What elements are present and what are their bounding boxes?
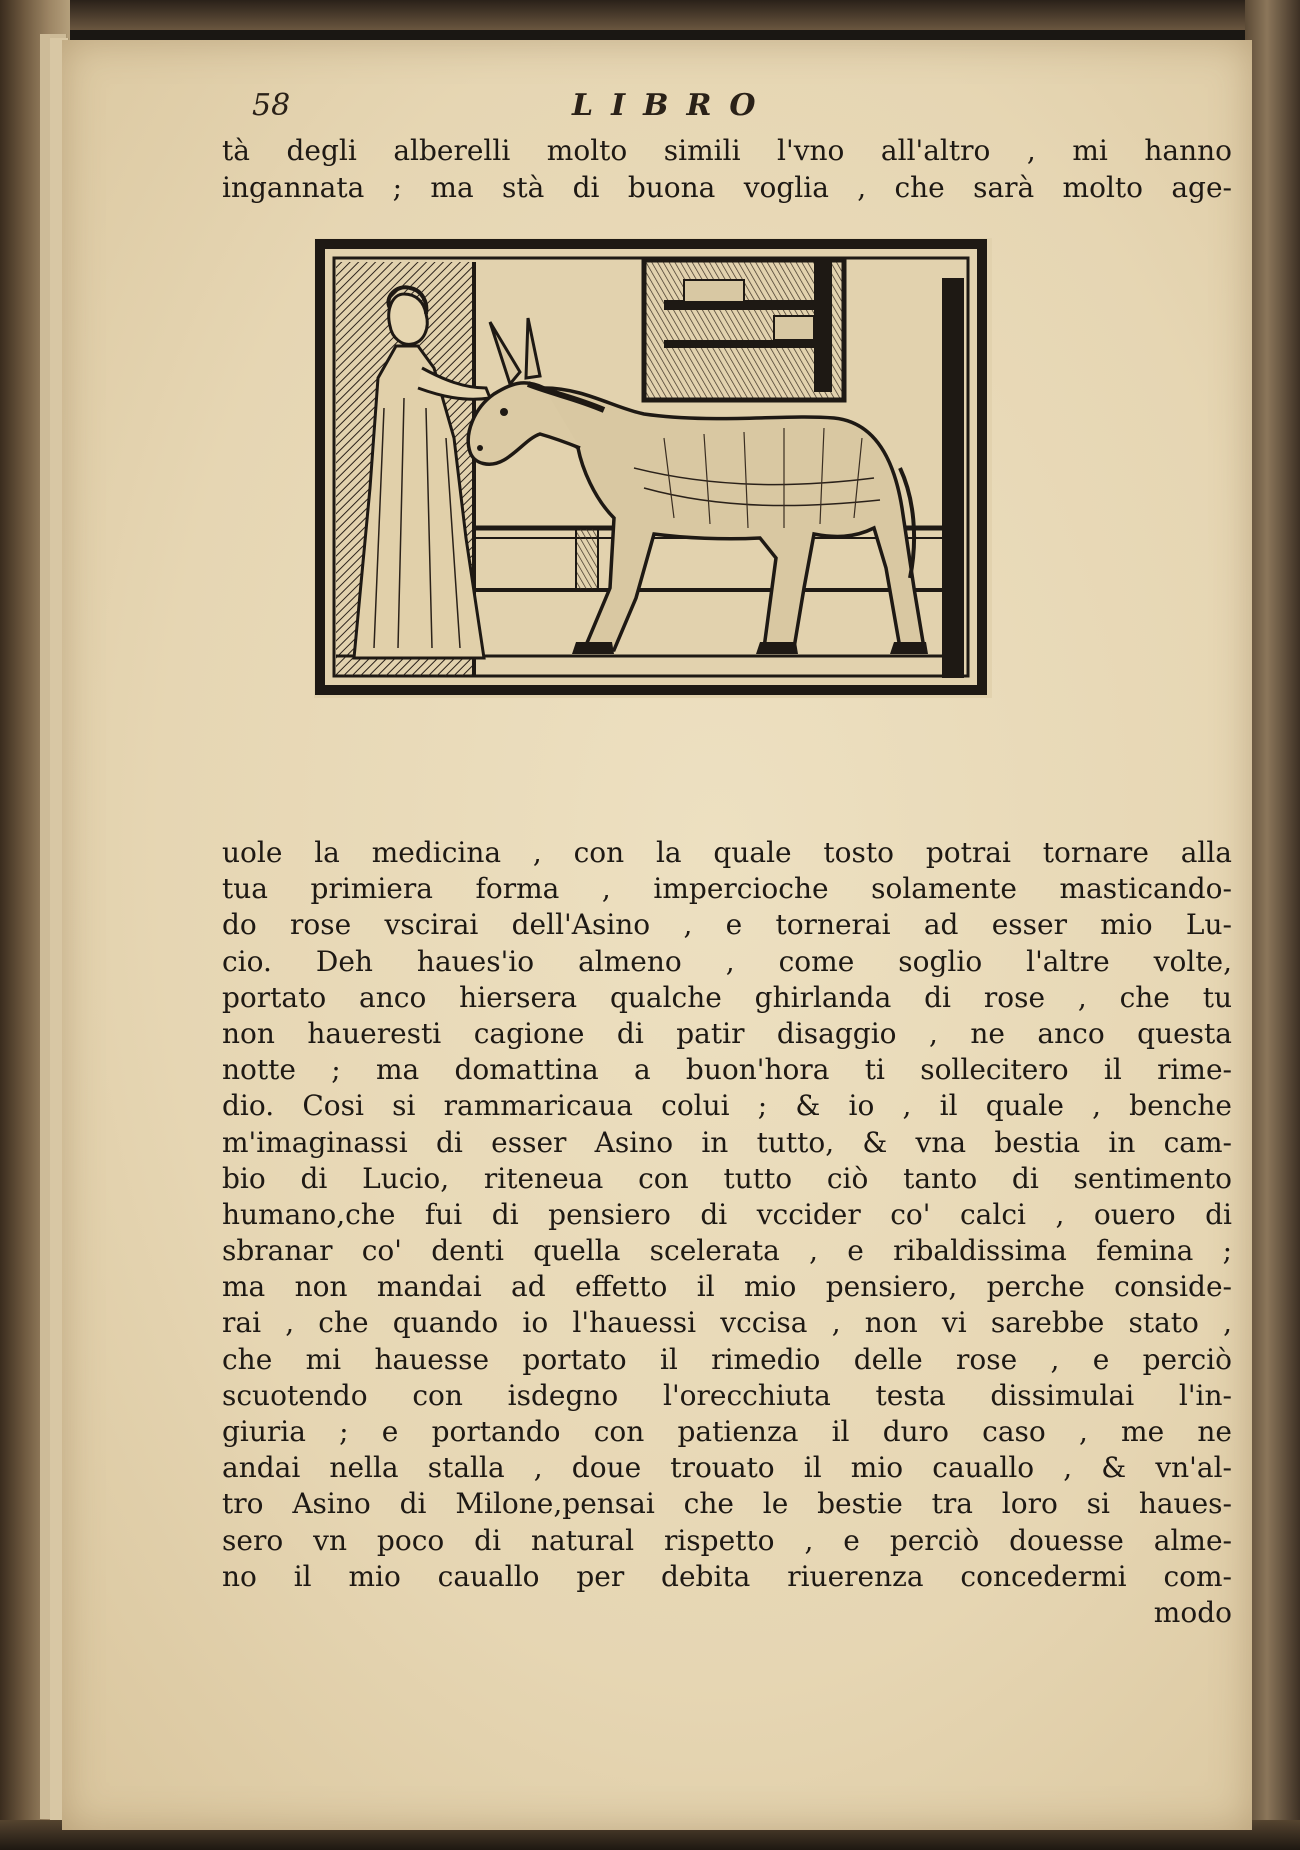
- text-line: uole la medicina , con la quale tosto potrai tornare alla: [222, 836, 1232, 869]
- woodcut-woman-donkey-image: [314, 238, 992, 698]
- text-line: notte ; ma domattina a buon'hora ti sollecitero il rime-: [222, 1053, 1232, 1087]
- book-page: [62, 40, 1252, 1830]
- text-line: scuotendo con isdegno l'orecchiuta testa dissimulai l'in-: [222, 1378, 1232, 1412]
- text-line: tà degli alberelli molto simili l'vno all'altro , mi hanno: [222, 134, 1232, 167]
- text-line: ingannata ; ma stà di buona voglia , che sarà molto age-: [222, 171, 1232, 204]
- text-line: tua primiera forma , impercioche solamente masticando-: [222, 872, 1232, 906]
- page-number: 58: [252, 88, 291, 123]
- text-line: andai nella stalla , doue trouato il mio cauallo , & vn'al-: [222, 1451, 1232, 1485]
- text-line: ma non mandai ad effetto il mio pensiero, perche conside-: [222, 1270, 1232, 1304]
- book-top-edge: [0, 0, 1300, 30]
- text-block-body: [222, 835, 1232, 1631]
- catchword: modo: [1153, 1595, 1232, 1629]
- text-line: che mi hauesse portato il rimedio delle rose , e perciò: [222, 1342, 1232, 1376]
- text-line: tro Asino di Milone,pensai che le bestie tra loro si haues-: [222, 1487, 1232, 1521]
- text-line: rai , che quando io l'hauessi vccisa , non vi sarebbe stato ,: [222, 1306, 1232, 1340]
- running-head: [252, 88, 1152, 128]
- text-line: sero vn poco di natural rispetto , e perciò douesse alme-: [222, 1523, 1232, 1557]
- text-line: giuria ; e portando con patienza il duro caso , me ne: [222, 1415, 1232, 1448]
- text-line: do rose vscirai dell'Asino , e tornerai ad esser mio Lu-: [222, 908, 1232, 942]
- text-line: non haueresti cagione di patir disaggio , ne anco questa: [222, 1016, 1232, 1050]
- text-block-top: [222, 132, 1232, 206]
- text-line: sbranar co' denti quella scelerata , e ribaldissima femina ;: [222, 1234, 1232, 1268]
- woodcut-illustration: [314, 238, 992, 698]
- text-line: cio. Deh haues'io almeno , come soglio l'altre volte,: [222, 944, 1232, 978]
- text-line: m'imaginassi di esser Asino in tutto, & vna bestia in cam-: [222, 1125, 1232, 1159]
- text-line: humano,che fui di pensiero di vccider co' calci , ouero di: [222, 1197, 1232, 1231]
- text-line: dio. Cosi si rammaricaua colui ; & io , il quale , benche: [222, 1089, 1232, 1123]
- text-line: bio di Lucio, riteneua con tutto ciò tanto di sentimento: [222, 1161, 1232, 1195]
- text-line: portato anco hiersera qualche ghirlanda di rose , che tu: [222, 980, 1232, 1014]
- running-title: LIBRO: [572, 88, 774, 123]
- book-right-edge: [1245, 0, 1300, 1850]
- text-line: no il mio cauallo per debita riuerenza concedermi com-: [222, 1559, 1232, 1593]
